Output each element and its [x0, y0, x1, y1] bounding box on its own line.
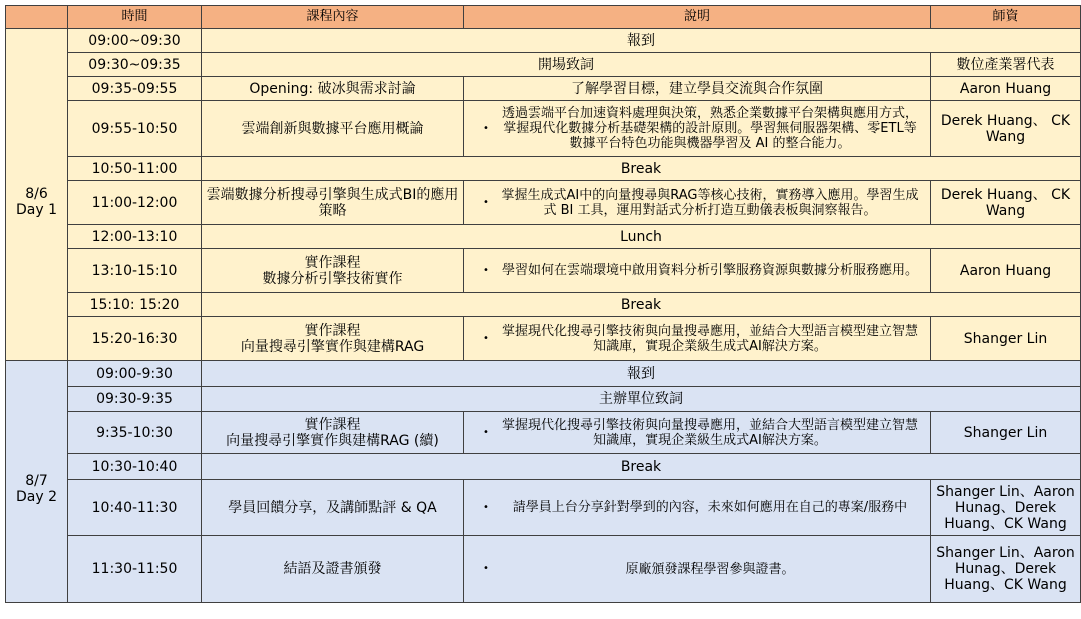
course-line: 數據分析引擎技術實作	[262, 270, 403, 287]
course-cell	[202, 101, 464, 157]
table-row	[6, 249, 1081, 293]
description-cell	[464, 412, 931, 454]
time-cell: 10:40-11:30	[68, 480, 202, 536]
time-cell: 9:35-10:30	[68, 412, 202, 454]
time-cell: 11:30-11:50	[68, 536, 202, 603]
bullet-icon: •	[483, 196, 489, 208]
course-line: 結語及證書頒發	[283, 561, 382, 577]
instructor-cell: 數位產業署代表	[931, 53, 1081, 77]
bullet-icon: •	[483, 501, 489, 513]
course-line: 雲端創新與數據平台應用概論	[241, 120, 424, 137]
bullet-icon: •	[483, 122, 489, 134]
day-cell	[6, 29, 68, 361]
table-row	[6, 412, 1081, 454]
time-cell: 10:30-10:40	[68, 454, 202, 480]
instructor-cell: Derek Huang、 CK Wang	[931, 181, 1081, 225]
description-text: 掌握生成式AI中的向量搜尋與RAG等核心技術，實務導入應用。學習生成式 BI 工具，運用對話式分析打造互動儀表板與洞察報告。	[501, 187, 919, 218]
day-date: 8/6	[25, 185, 48, 202]
bullet-icon: •	[483, 264, 489, 276]
course-cell	[202, 536, 464, 603]
description-cell	[464, 249, 931, 293]
course-line: 向量搜尋引擎實作與建構RAG	[240, 338, 425, 355]
bullet-icon: •	[483, 332, 489, 344]
time-cell: 09:30~09:35	[68, 53, 202, 77]
table-row	[6, 157, 1081, 181]
table-row	[6, 77, 1081, 101]
bullet-item	[468, 500, 926, 516]
instructor-cell: Shanger Lin	[931, 317, 1081, 361]
time-cell: 09:30-9:35	[68, 387, 202, 412]
description-cell	[464, 77, 931, 101]
instructor-cell: Aaron Huang	[931, 249, 1081, 293]
instructor-cell: Aaron Huang	[931, 77, 1081, 101]
instructor-cell: Shanger Lin	[931, 412, 1081, 454]
course-cell	[202, 317, 464, 361]
header-day	[6, 6, 68, 29]
description-cell	[464, 181, 931, 225]
header-time: 時間	[68, 6, 202, 29]
bullet-icon: •	[483, 563, 489, 574]
table-row	[6, 454, 1081, 480]
time-cell: 09:00-9:30	[68, 361, 202, 387]
course-cell	[202, 181, 464, 225]
course-cell	[202, 77, 464, 101]
header-description: 說明	[464, 6, 931, 29]
description-text: 了解學習目標，建立學員交流與合作氛圍	[571, 80, 823, 97]
span-cell: Break	[202, 454, 1081, 480]
bullet-item	[468, 106, 926, 151]
course-line: 實作課程	[304, 416, 361, 433]
course-cell	[202, 249, 464, 293]
table-row	[6, 101, 1081, 157]
header-course: 課程內容	[202, 6, 464, 29]
description-text: 原廠頒發課程學習參與證書。	[625, 561, 795, 577]
description-text: 透過雲端平台加速資料處理與決策，熟悉企業數據平台架構與應用方式，掌握現代化數據分析基礎架構的設計原則。學習無伺服器架構、零ETL等數據平台特色功能與機器學習及 AI 的整合能力。	[501, 106, 918, 151]
instructor-cell: Shanger Lin、Aaron Hunag、Derek Huang、CK Wang	[931, 536, 1081, 603]
time-cell: 09:35-09:55	[68, 77, 202, 101]
time-cell: 15:10: 15:20	[68, 293, 202, 317]
header-instructor: 師資	[931, 6, 1081, 29]
instructor-cell: Derek Huang、 CK Wang	[931, 101, 1081, 157]
course-cell	[202, 480, 464, 536]
time-cell: 10:50-11:00	[68, 157, 202, 181]
span-cell: 主辦單位致詞	[202, 387, 1081, 412]
course-line: 雲端數據分析搜尋引擎與生成式BI的應用策略	[206, 186, 459, 219]
description-cell	[464, 480, 931, 536]
course-line: 學員回饋分享，及講師點評 & QA	[228, 499, 437, 516]
course-line: 實作課程	[304, 322, 361, 339]
course-line: 實作課程	[304, 254, 361, 271]
table-row	[6, 536, 1081, 603]
table-row	[6, 317, 1081, 361]
table-row	[6, 181, 1081, 225]
schedule-table	[5, 5, 1081, 603]
day-label: Day 1	[15, 201, 57, 218]
time-cell: 12:00-13:10	[68, 225, 202, 249]
instructor-cell: Shanger Lin、Aaron Hunag、Derek Huang、CK Wang	[931, 480, 1081, 536]
description-text: 掌握現代化搜尋引擎技術與向量搜尋應用，並結合大型語言模型建立智慧知識庫，實現企業級生成式AI解決方案。	[501, 417, 918, 448]
span-cell: Lunch	[202, 225, 1081, 249]
course-line: Opening: 破冰與需求討論	[249, 80, 416, 97]
course-cell	[202, 412, 464, 454]
description-text: 學習如何在雲端環境中啟用資料分析引擎服務資源與數據分析服務應用。	[501, 263, 918, 278]
span-cell: 開場致詞	[202, 53, 931, 77]
time-cell: 15:20-16:30	[68, 317, 202, 361]
description-text: 掌握現代化搜尋引擎技術與向量搜尋應用，並結合大型語言模型建立智慧知識庫，實現企業級生成式AI解決方案。	[501, 323, 918, 354]
header-row	[6, 6, 1081, 29]
table-row	[6, 293, 1081, 317]
span-cell: Break	[202, 157, 1081, 181]
bullet-item	[468, 561, 926, 577]
bullet-item	[468, 324, 926, 354]
course-line: 向量搜尋引擎實作與建構RAG (續)	[226, 432, 439, 449]
day-date: 8/7	[25, 472, 48, 489]
span-cell: 報到	[202, 29, 1081, 53]
span-cell: 報到	[202, 361, 1081, 387]
description-text: 請學員上台分享針對學到的內容，未來如何應用在自己的專案/服務中	[512, 500, 908, 515]
table-row	[6, 29, 1081, 53]
description-cell	[464, 317, 931, 361]
time-cell: 11:00-12:00	[68, 181, 202, 225]
bullet-icon: •	[483, 426, 489, 438]
bullet-item	[468, 418, 926, 448]
table-row	[6, 480, 1081, 536]
table-row	[6, 53, 1081, 77]
table-row	[6, 387, 1081, 412]
bullet-item	[468, 263, 926, 279]
time-cell: 09:55-10:50	[68, 101, 202, 157]
table-row	[6, 225, 1081, 249]
description-cell	[464, 101, 931, 157]
table-row	[6, 361, 1081, 387]
day-cell	[6, 361, 68, 603]
time-cell: 13:10-15:10	[68, 249, 202, 293]
bullet-item	[468, 188, 926, 218]
span-cell: Break	[202, 293, 1081, 317]
day-label: Day 2	[15, 488, 57, 505]
description-cell	[464, 536, 931, 603]
time-cell: 09:00~09:30	[68, 29, 202, 53]
